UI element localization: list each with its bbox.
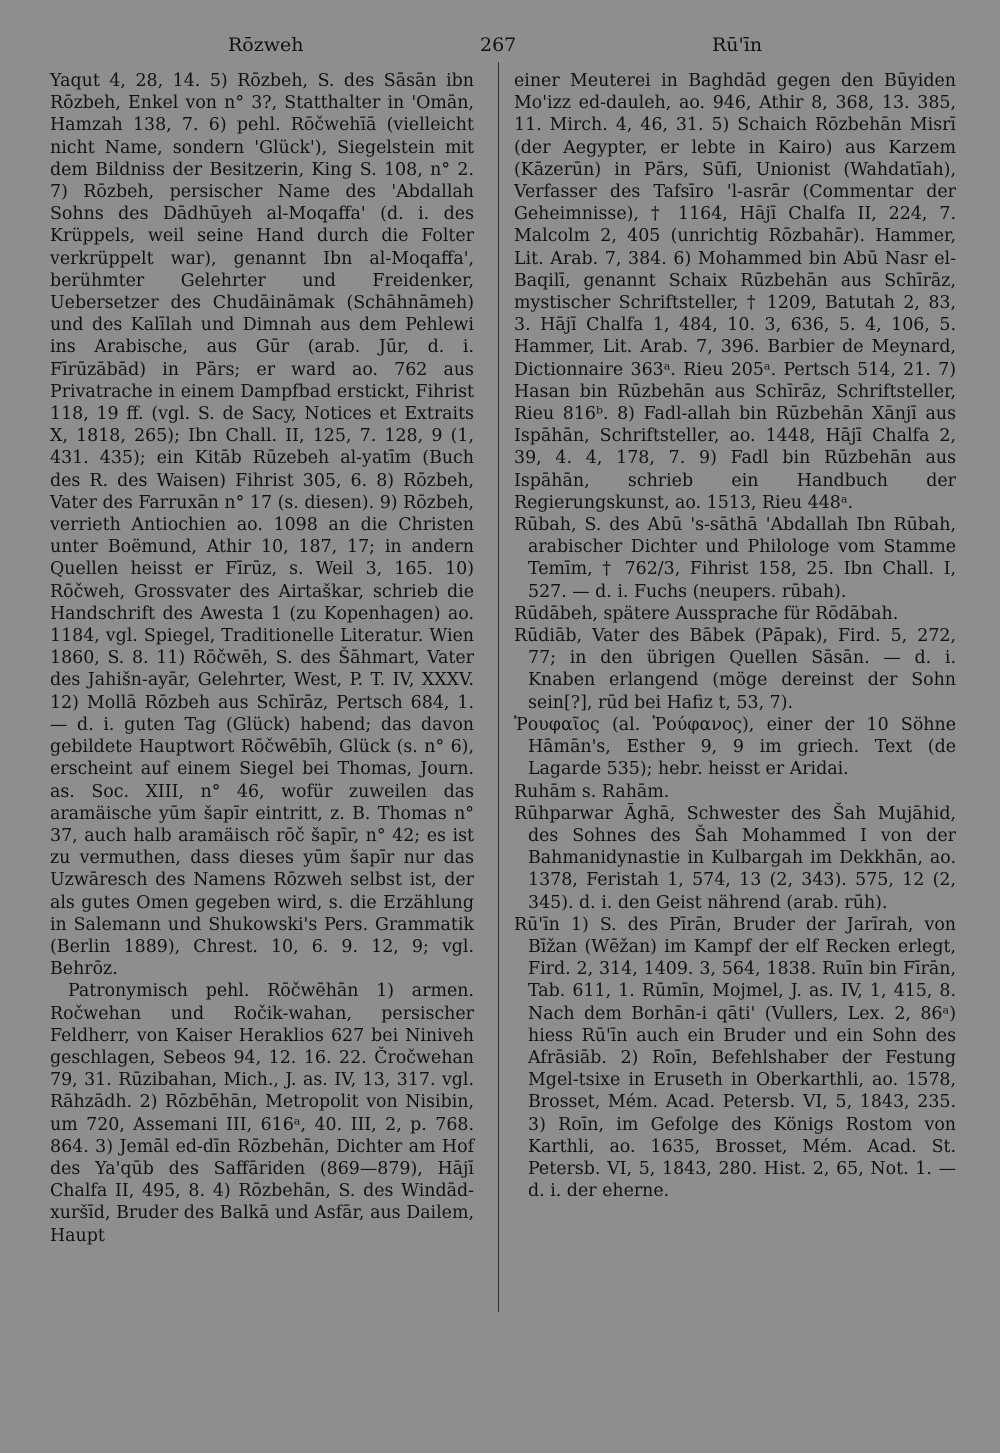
entry-paragraph: einer Meuterei in Baghdād gegen den Būyiden Mo'izz ed-dauleh, ao. 946, Athir 8, 368, 13. 385, 11. Mirch. 4, 46, 31. 5) Schaich Rōzbehān Misrī (der Aegypter, er lebte in Kairo) aus Karzem (Kāzerūn) in Pārs, Sūfī, Unionist (Wahdatīah), Verfasser des Tafsīro 'l-asrār (Commentar der Geheimnisse), † 1164, Hājī Chalfa II, 224, 7. Malcolm 2, 405 (unrichtig Rōzbahār). Hammer, Lit. Arab. 7, 384. 6) Mohammed bin Abū Nasr el-Baqilī, genannt Schaix Rūzbehān aus Schīrāz, mystischer Schriftsteller, † 1209, Batutah 2, 83, 3. Hājī Chalfa 1, 484, 10. 3, 636, 5. 4, 106, 5. Hammer, Lit. Arab. 7, 396. Barbier de Meynard, Dictionnaire 363ᵃ. Rieu 205ᵃ. Pertsch 514, 21. 7) Hasan bin Rūzbehān aus Schīrāz, Schriftsteller, Rieu 816ᵇ. 8) Fadl-allah bin Rūzbehān Xānjī aus Ispāhān, Schriftsteller, ao. 1448, Hājī Chalfa 2, 39, 4. 4, 178, 7. 9) Fadl bin Rūzbehān aus Ispāhān, schrieb ein Handbuch der Regierungskunst, ao. 1513, Rieu 448ᵃ. <box>514 71 956 513</box>
right-column <box>514 70 956 1202</box>
page-number: 267 <box>480 34 517 56</box>
column-divider <box>498 62 499 1312</box>
entry-rubah: Rūbah, S. des Abū 's-sāthā 'Abdallah Ibn Rūbah, arabischer Dichter und Philologe vom Stamme Temīm, † 762/3, Fihrist 158, 25. Ibn Chall. I, 527. — d. i. Fuchs (neupers. rūbah). <box>514 515 956 602</box>
entry-paragraph: Yaqut 4, 28, 14. 5) Rōzbeh, S. des Sāsān ibn Rōzbeh, Enkel von n° 3?, Statthalter in 'Omān, Hamzah 138, 7. 6) pehl. Rōčwehīā (vielleicht nicht Name, sondern 'Glück'), Siegelstein mit dem Bildniss der Besitzerin, King S. 108, n° 2. 7) Rōzbeh, persischer Name des 'Abdallah Sohns des Dādhūyeh al-Moqaffa' (d. i. des Krüppels, weil seine Hand durch die Folter verkrüppelt war), genannt Ibn al-Moqaffa', berühmter Gelehrter und Freidenker, Uebersetzer des Chudāināmak (Schāhnāmeh) und des Kalīlah und Dimnah aus dem Pehlewi ins Arabische, aus Gūr (arab. Jūr, d. i. Fīrūzābād) in Pārs; er ward ao. 762 aus Privatrache in einem Dampfbad erstickt, Fihrist 118, 19 ff. (vgl. S. de Sacy, Notices et Extraits X, 1818, 265); Ibn Chall. II, 125, 7. 128, 9 (1, 431. 435); ein Kitāb Rūzebeh al-yatīm (Buch des R. des Waisen) Fihrist 305, 6. 8) Rōzbeh, Vater des Farruxān n° 17 (s. diesen). 9) Rōzbeh, verrieth Antiochien ao. 1098 an die Christen unter Boëmund, Athir 10, 187, 17; in andern Quellen heisst er Fīrūz, s. Weil 3, 165. 10) Rōčweh, Grossvater des Airtaškar, schrieb die Handschrift des Awesta 1 (zu Kopenhagen) ao. 1184, vgl. Spiegel, Traditionelle Literatur. Wien 1860, S. 8. 11) Rōčwēh, S. des Šāhmart, Vater des Jahišn-ayār, Gelehrter, West, P. T. IV, XXXV. 12) Mollā Rōzbeh aus Schīrāz, Pertsch 684, 1. — d. i. guten Tag (Glück) habend; das davon gebildete Hauptwort Rōčwēbīh, Glück (s. n° 6), erscheint auf einem Siegel bei Thomas, Journ. as. Soc. XIII, n° 46, wofür zuweilen das aramäische yūm šapīr eintritt, z. B. Thomas n° 37, auch halb aramäisch rōč šapīr, n° 42; es ist zu vermuthen, dass dieses yūm šapīr nur das Uzwāresch des Namens Rōzweh selbst ist, der als gutes Omen gegeben wird, s. die Erzählung in Salemann und Shukowski's Pers. Grammatik (Berlin 1889), Chrest. 10, 6. 9. 12, 9; vgl. Behrōz. <box>50 71 474 980</box>
entry-ruin: Rū'īn 1) S. des Pīrān, Bruder der Jarīrah, von Bīžan (Wēžan) im Kampf der elf Recken erlegt, Fird. 2, 314, 1409. 3, 564, 1838. Ruīn bin Fīrān, Tab. 611, 1. Rūmīn, Mojmel, J. as. IV, 1, 415, 8. Nach dem Borhān-i qāti' (Vullers, Lex. 2, 86ᵃ) hiess Rū'īn auch ein Bruder und ein Sohn des Afrāsiāb. 2) Roīn, Befehlshaber der Festung Mgel-tsixe in Eruseth in Oberkarthli, ao. 1578, Brosset, Mém. Acad. Petersb. VI, 5, 1843, 235. 3) Roīn, im Gefolge des Königs Rostom von Karthli, ao. 1635, Brosset, Mém. Acad. St. Petersb. VI, 5, 1843, 280. Hist. 2, 65, Not. 1. — d. i. der eherne. <box>514 914 956 1202</box>
left-column <box>50 70 474 1247</box>
entry-paragraph: Patronymisch pehl. Rōčwēhān 1) armen. Ročwehan und Ročik-wahan, persischer Feldherr, von Kaiser Heraklios 627 bei Niniveh geschlagen, Sebeos 94, 12. 16. 22. Čročwehan 79, 31. Rūzibahan, Mich., J. as. IV, 13, 317. vgl. Rāhzādh. 2) Rōzbēhān, Metropolit von Nisibin, um 720, Assemani III, 616ᵃ, 40. III, 2, p. 768. 864. 3) Jemāl ed-dīn Rōzbehān, Dichter am Hof des Ya'qūb des Saffāriden (869—879), Hājī Chalfa II, 495, 8. 4) Rōzbehān, S. des Windād-xuršīd, Bruder des Balkā und Asfār, aus Dailem, Haupt <box>50 981 474 1246</box>
entry-ruham: Ruhām s. Rahām. <box>514 781 670 802</box>
entry-rudiab: Rūdiāb, Vater des Bābek (Pāpak), Fird. 5, 272, 77; in den übrigen Quellen Sāsān. — d. i. Knaben erlangend (möge dereinst der Sohn sein[?], rūd bei Hafiz t, 53, 7). <box>514 626 956 713</box>
header-left-keyword: Rōzweh <box>228 34 304 56</box>
running-header <box>50 34 965 60</box>
entry-rouphaios: Ῥουφαῖος (al. Ῥούφανος), einer der 10 Söhne Hāmān's, Esther 9, 9 im griech. Text (de Lagarde 535); hebr. heisst er Aridai. <box>514 714 956 780</box>
header-right-keyword: Rū'īn <box>712 34 763 56</box>
entry-ruhparwar: Rūhparwar Āghā, Schwester des Šah Mujāhid, des Sohnes des Šah Mohammed I von der Bahmanidynastie in Kulbargah im Dekkhān, ao. 1378, Feristah 1, 574, 13 (2, 343). 575, 12 (2, 345). d. i. den Geist nährend (arab. rūh). <box>514 803 956 913</box>
entry-rudabeh: Rūdābeh, spätere Aussprache für Rōdābah. <box>514 603 899 624</box>
